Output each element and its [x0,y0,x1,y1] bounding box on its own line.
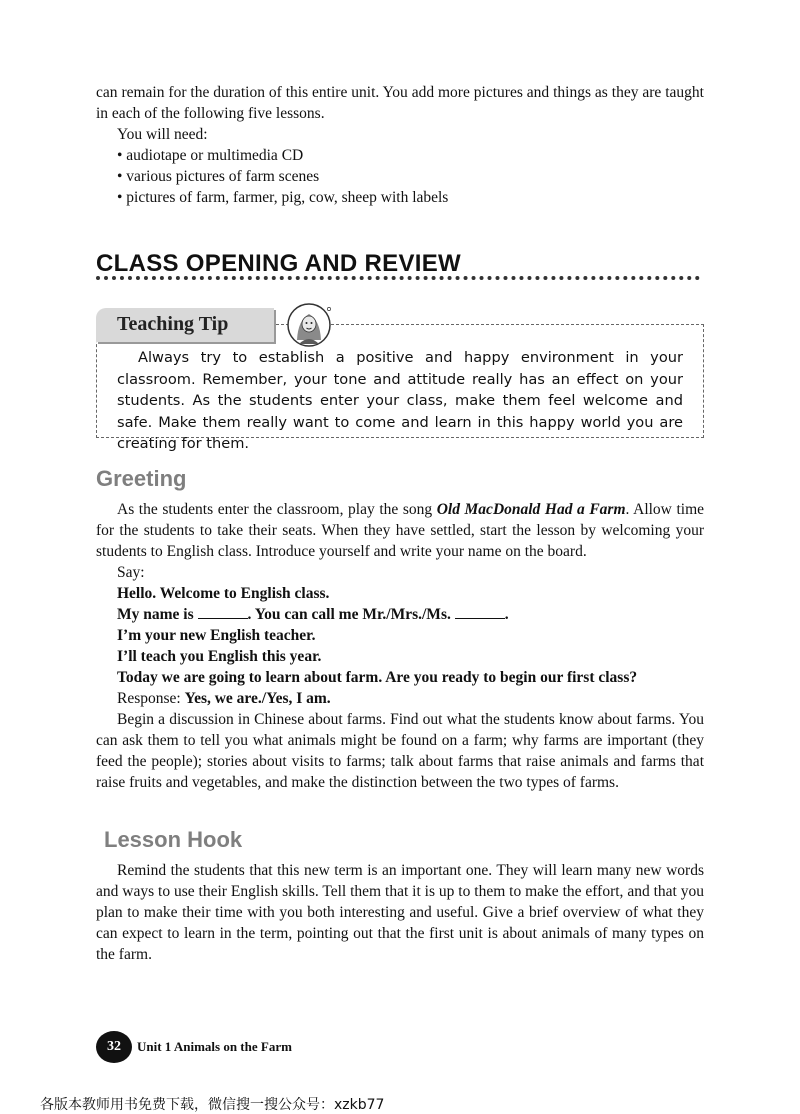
greeting-intro: As the students enter the classroom, play the song Old MacDonald Had a Farm. Allow time for the students to take their seats. When they have settled, start the lesson by welcoming your students to English class. Introduce yourself and write your name on the board. [96,501,705,560]
response-line: Response: Yes, we are./Yes, I am. [117,690,331,707]
script-line: I’ll teach you English this year. [117,648,322,665]
watermark-text: 各版本教师用书免费下载，微信搜一搜公众号：xzkb77 [40,1097,385,1113]
section-title: CLASS OPENING AND REVIEW [96,250,462,277]
discussion-paragraph: Begin a discussion in Chinese about farms. Find out what the students know about farms. You can ask them to tell you what animals might be found on a farm; why farms are important (they feed the people); stories about visits to farms; talk about farms that raise animals and farms that raise fruits and vegetables, and make the distinction between the two types of farms. [96,711,704,791]
materials-item: • pictures of farm, farmer, pig, cow, sheep with labels [117,189,449,206]
script-line: Hello. Welcome to English class. [117,585,330,602]
teacher-portrait-icon [285,302,333,348]
name-blank [455,604,505,619]
footer-unit-title: Unit 1 Animals on the Farm [137,1039,292,1054]
teaching-tip-label: Teaching Tip [117,313,229,335]
response-text: Yes, we are./Yes, I am. [184,690,331,707]
song-title: Old MacDonald Had a Farm [436,501,626,518]
name-blank [198,604,248,619]
greeting-heading: Greeting [96,466,187,491]
teaching-tip-text [117,347,683,455]
page-number: 32 [96,1031,132,1063]
materials-item: • various pictures of farm scenes [117,168,320,185]
intro-paragraph: can remain for the duration of this entire unit. You add more pictures and things as they are taught in each of the following five lessons. [96,84,704,122]
say-label: Say: [117,564,145,581]
lesson-hook-paragraph: Remind the students that this new term is an important one. They will learn many new words and ways to use their English skills. Tell them that it is up to them to make the effort, and that you plan to make their time with you both interesting and useful. Give a brief overview of what they can expect to learn in the term, pointing out that the first unit is about animals of many types on the farm. [96,862,704,963]
teaching-tip-paragraph: Always try to establish a positive and happy environment in your classroom. Remember, your tone and attitude really has an effect on your students. As the students enter your class, make them feel welcome and safe. Make them really want to come and learn in this happy world you are creating for them. [117,349,683,452]
you-will-need-label: You will need: [117,126,208,143]
script-line: Today we are going to learn about farm. Are you ready to begin our first class? [117,669,638,686]
section-divider [96,276,700,280]
script-line: My name is . You can call me Mr./Mrs./Ms. . [117,606,509,623]
materials-item: • audiotape or multimedia CD [117,147,304,164]
lesson-hook-heading: Lesson Hook [104,827,243,852]
script-line: I’m your new English teacher. [117,627,316,644]
